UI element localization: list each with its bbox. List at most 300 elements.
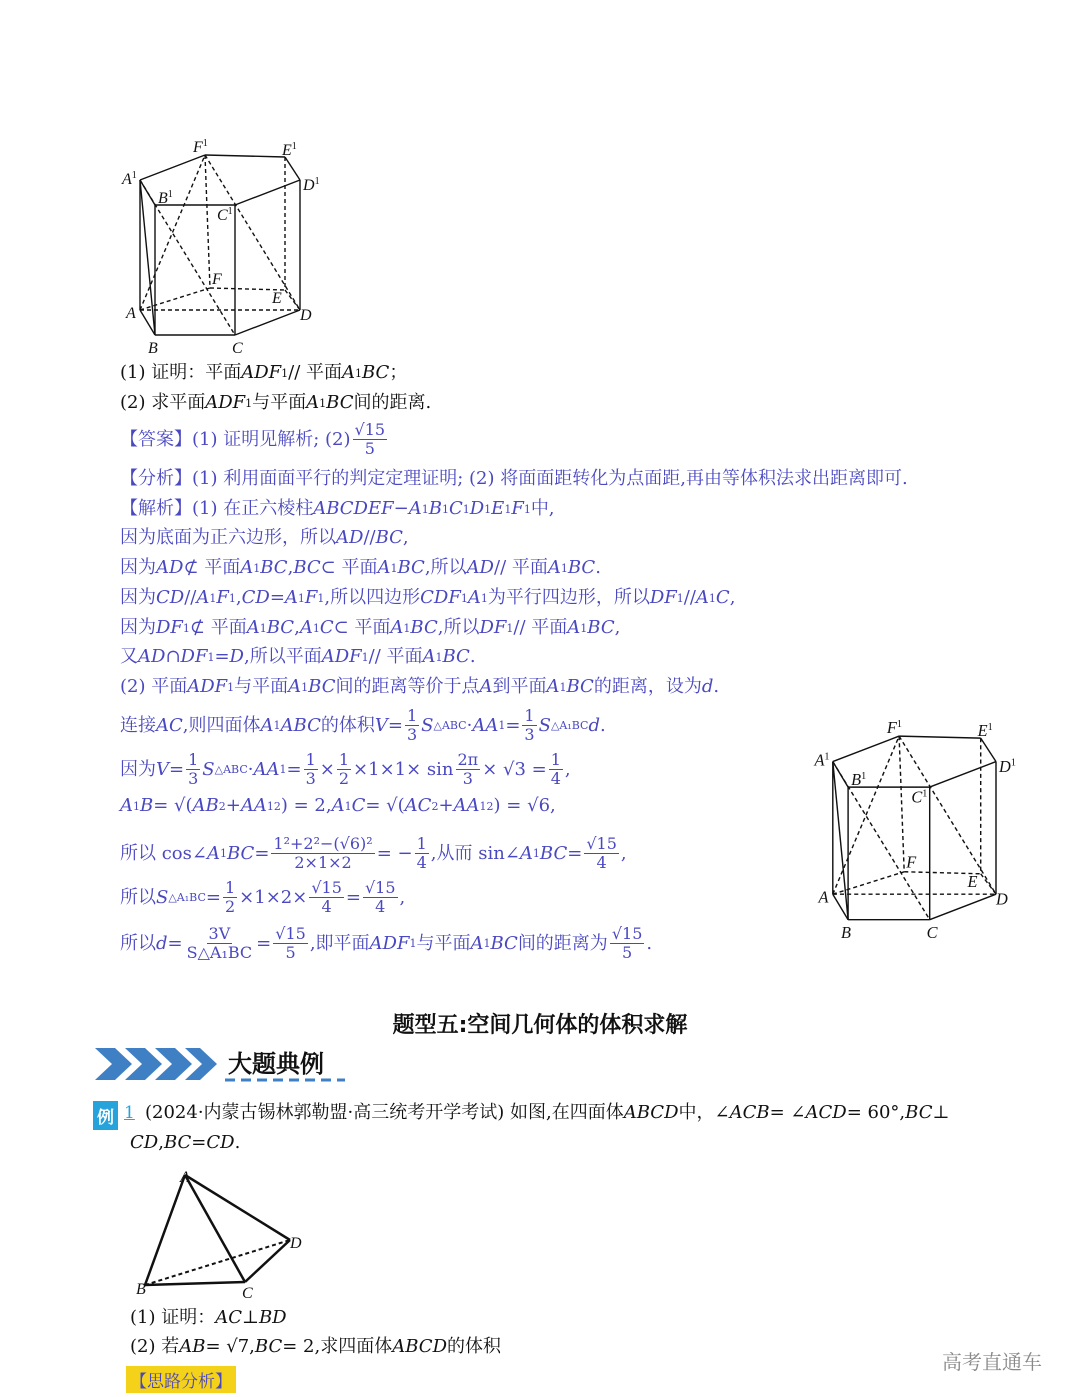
text-run: . <box>595 557 601 578</box>
numerator: √15 <box>586 834 617 853</box>
vertex-label: $A^1$ <box>122 170 137 188</box>
vertex-label: $B^1$ <box>158 189 173 207</box>
denominator: 2×1×2 <box>294 853 352 872</box>
text-run: , <box>158 1132 164 1153</box>
math-var: ADF <box>205 392 246 413</box>
math-var: AC <box>215 1307 242 1328</box>
text-run: = <box>254 842 270 864</box>
text-run: = <box>286 758 302 780</box>
denominator: 3 <box>462 769 473 788</box>
subscript: 1 <box>559 680 567 694</box>
superscript: 2 <box>273 799 281 813</box>
subscript: 1 <box>273 719 281 732</box>
denominator: 3 <box>524 725 535 744</box>
subscript: 1 <box>245 396 253 410</box>
vertex-label: D <box>290 1235 302 1252</box>
math-var: A <box>299 617 313 638</box>
edge-line <box>833 762 848 920</box>
math-var: A <box>547 557 561 578</box>
text-line <box>120 926 652 961</box>
math-var: A <box>546 676 560 697</box>
math-var: A <box>467 587 481 608</box>
text-run: × <box>319 758 335 780</box>
math-var: A <box>408 498 422 519</box>
text-line <box>120 470 908 488</box>
math-var: BC <box>362 362 390 383</box>
text-run: , <box>235 587 242 608</box>
math-var: d <box>701 676 714 697</box>
denominator: 3 <box>188 769 199 788</box>
edge-line <box>899 736 904 872</box>
numerator: √15 <box>311 878 342 897</box>
edge-line <box>145 1282 245 1285</box>
fraction <box>186 752 200 787</box>
math-var: d <box>588 714 601 736</box>
math-var: AB <box>192 795 219 816</box>
text-run: = √7, <box>205 1336 255 1357</box>
vertex-label: $F^1$ <box>193 138 208 156</box>
math-var: A <box>288 676 302 697</box>
math-var: ABCD <box>392 1336 447 1357</box>
text-run: 中, <box>530 498 555 519</box>
vertex-label: A <box>180 1169 190 1186</box>
vertex-label: $E^1$ <box>977 721 993 741</box>
text-run: ,即平面 <box>309 932 370 954</box>
numerator: 1 <box>406 706 418 725</box>
text-run: 因为 <box>120 557 156 578</box>
math-var: A <box>567 617 581 638</box>
denominator: 4 <box>550 769 561 788</box>
text-run: 所以 <box>120 886 156 908</box>
math-var: A <box>470 932 484 954</box>
text-run: 所以 <box>120 932 156 954</box>
denominator: 4 <box>375 897 386 916</box>
fraction <box>522 708 536 743</box>
text-line <box>130 1134 240 1152</box>
text-run: 间的距离为 <box>517 932 608 954</box>
math-var: B <box>140 795 154 816</box>
edge-line <box>235 310 300 335</box>
math-var: S <box>421 714 434 736</box>
math-var: CD <box>241 587 270 608</box>
text-run: 又 <box>120 646 138 667</box>
math-var: BC <box>308 676 336 697</box>
math-var: BC <box>163 1132 192 1153</box>
text-run: = <box>214 646 230 667</box>
text-run: ,所以四边形 <box>324 587 421 608</box>
math-var: AD <box>336 527 364 548</box>
vertex-label: D <box>300 307 312 324</box>
math-var: A <box>306 392 320 413</box>
fraction <box>363 880 398 915</box>
math-var: ACB <box>729 1102 770 1123</box>
text-line <box>130 1309 287 1327</box>
text-run: 【答案】(1) 证明见解析; (2) <box>120 428 351 450</box>
denominator: 2 <box>338 769 350 788</box>
text-line <box>120 559 601 577</box>
text-line <box>120 648 476 666</box>
subscript: 1 <box>403 621 411 635</box>
text-run: // 平面 <box>513 617 568 638</box>
math-var: AD <box>466 557 494 578</box>
subscript: 1 <box>209 591 217 605</box>
text-run: ,则四面体 <box>182 714 261 736</box>
edge-line <box>981 738 996 761</box>
subscript: 1 <box>523 502 531 516</box>
subscript: 1 <box>483 937 491 950</box>
math-var: BC <box>266 617 295 638</box>
text-run: × √3 = <box>482 758 547 780</box>
math-var: BC <box>293 557 321 578</box>
vertex-label: C <box>242 1285 253 1302</box>
math-var: ADF <box>187 676 228 697</box>
subscript: △ABC <box>433 719 467 732</box>
numerator: 1 <box>224 878 236 897</box>
math-var: ABCD <box>623 1102 679 1123</box>
denominator: 5 <box>622 943 633 962</box>
subscript: △ABC <box>214 763 248 776</box>
math-var: BC <box>375 527 403 548</box>
text-run: (2) 平面 <box>120 676 188 697</box>
math-var: BC <box>539 842 568 864</box>
math-var: BC <box>410 617 438 638</box>
text-run: + <box>225 795 241 816</box>
vertex-label: B <box>148 340 158 357</box>
edge-line <box>899 736 981 738</box>
math-var: AB <box>179 1336 206 1357</box>
text-run: 因为 <box>120 587 156 608</box>
text-run: ,所以 <box>424 557 467 578</box>
subscript: 1 <box>409 937 417 950</box>
subscript: 1 <box>421 502 429 516</box>
vertex-label: F <box>212 271 222 288</box>
subscript: 1 <box>462 502 470 516</box>
text-run: // <box>683 587 696 608</box>
fraction <box>584 836 619 871</box>
math-var: A <box>206 842 220 864</box>
text-run: 为平行四边形，所以 <box>487 587 650 608</box>
text-run: 因为 <box>120 617 156 638</box>
text-run: ) = √6, <box>493 795 556 816</box>
superscript: 2 <box>431 799 439 813</box>
text-run: 间的距离. <box>353 392 432 413</box>
vertex-label: E <box>967 872 978 892</box>
edge-line <box>285 157 300 180</box>
edge-line <box>930 762 996 788</box>
text-run: , <box>620 842 627 864</box>
math-var: A <box>246 617 260 638</box>
subscript: 1 <box>319 396 327 410</box>
text-run: = − <box>376 842 413 864</box>
math-var: DF <box>479 617 507 638</box>
subscript: 1 <box>219 847 227 860</box>
text-run: , <box>287 557 294 578</box>
text-run: ) = 2, <box>280 795 332 816</box>
math-var: A <box>260 714 274 736</box>
text-run: , <box>294 617 300 638</box>
numerator: 1 <box>305 750 316 769</box>
example-badge: 例 <box>93 1101 118 1130</box>
math-var: F <box>216 587 229 608</box>
text-run: // 平面 <box>288 362 342 383</box>
text-run: ×1×1× sin <box>353 758 454 780</box>
vertex-label: B <box>136 1281 146 1298</box>
edge-line <box>145 1175 185 1285</box>
text-run: ⊂ 平面 <box>320 557 378 578</box>
math-var: A <box>519 842 533 864</box>
text-run: 【解析】(1) 在正六棱柱 <box>120 498 314 519</box>
hexagonal-prism-figure-2 <box>813 718 1015 942</box>
vertex-label: $B^1$ <box>851 770 867 790</box>
fraction <box>405 708 419 743</box>
text-run: // 平面 <box>368 646 423 667</box>
subscript: 1 <box>228 591 236 605</box>
subscript: 1 <box>498 719 506 732</box>
vertex-label: A <box>126 305 136 322</box>
edge-line <box>205 155 210 288</box>
vertex-label: C <box>926 923 938 943</box>
text-run: = <box>387 714 403 736</box>
text-run: . <box>234 1132 241 1153</box>
hexagonal-prism-figure <box>121 138 320 357</box>
text-run: (1) 证明：平面 <box>120 362 242 383</box>
numerator: 1 <box>188 750 199 769</box>
text-run: = ∠ <box>769 1102 806 1123</box>
math-var: A <box>479 676 493 697</box>
math-var: C <box>448 498 463 519</box>
denominator: 5 <box>364 439 375 458</box>
vertex-label: $C^1$ <box>217 206 233 224</box>
text-run: − <box>393 498 409 519</box>
text-run: = 60°, <box>846 1102 906 1123</box>
math-var: A <box>422 646 436 667</box>
text-run: . <box>469 646 476 667</box>
text-run: 间的距离等价于点 <box>335 676 480 697</box>
edge-line <box>185 1175 245 1282</box>
math-var: S <box>202 758 215 780</box>
vertex-label: D <box>996 889 1008 909</box>
text-run: + <box>438 795 454 816</box>
math-var: DF <box>180 646 208 667</box>
math-var: F <box>511 498 524 519</box>
math-var: C <box>319 617 334 638</box>
edge-line <box>140 180 155 335</box>
text-run: 的体积 <box>447 1336 501 1357</box>
watermark: 高考直通车 <box>942 1350 1042 1374</box>
math-var: C <box>715 587 730 608</box>
math-var: E <box>491 498 505 519</box>
math-var: AD <box>156 557 184 578</box>
denominator: 2 <box>224 897 236 916</box>
subscript: 1 <box>133 799 140 813</box>
text-line <box>120 422 389 457</box>
text-run: ⊂ 平面 <box>333 617 391 638</box>
math-var: AA <box>240 795 267 816</box>
text-run: // <box>363 527 376 548</box>
math-var: C <box>351 795 366 816</box>
text-run: = <box>567 842 583 864</box>
subscript: 1 <box>580 621 588 635</box>
math-var: BC <box>326 392 354 413</box>
math-var: BC <box>260 557 288 578</box>
numerator: 1 <box>524 706 535 725</box>
subscript: 1 <box>479 799 487 813</box>
denominator: 3 <box>406 725 418 744</box>
text-run: 因为 <box>120 758 156 780</box>
math-var: AA <box>253 758 280 780</box>
text-run: = √( <box>365 795 405 816</box>
subscript: 1 <box>484 502 492 516</box>
text-run: 连接 <box>120 714 156 736</box>
math-var: BD <box>258 1307 287 1328</box>
numerator: 1 <box>338 750 350 769</box>
vertex-label: B <box>840 923 851 943</box>
numerator: 1 <box>550 750 561 769</box>
subscript: 1 <box>281 366 289 380</box>
text-line <box>120 364 407 382</box>
subscript: 1 <box>259 621 267 635</box>
subscript: △A₁BC <box>550 719 589 732</box>
edge-line <box>185 1175 290 1240</box>
text-run: , <box>402 527 409 548</box>
math-var: V <box>156 758 169 780</box>
math-var: DF <box>156 617 183 638</box>
edge-line <box>205 155 285 157</box>
subscript: 1 <box>266 799 274 813</box>
math-var: AA <box>453 795 480 816</box>
text-line <box>120 394 431 412</box>
math-var: ABC <box>280 714 321 736</box>
subscript: 1 <box>506 621 514 635</box>
math-var: A <box>342 362 355 383</box>
text-run: (2) 若 <box>130 1336 180 1357</box>
math-var: BC <box>587 617 615 638</box>
text-run: · <box>247 758 254 780</box>
vertex-label: $D^1$ <box>303 176 320 194</box>
math-var: V <box>374 714 388 736</box>
fraction <box>273 926 308 961</box>
edge-line <box>833 736 899 762</box>
math-var: BC <box>566 676 594 697</box>
text-line <box>120 619 620 637</box>
math-var: A <box>196 587 210 608</box>
text-run: 到平面 <box>492 676 547 697</box>
text-run: = 2,求四面体 <box>282 1336 393 1357</box>
math-var: BC <box>567 557 596 578</box>
math-var: A <box>331 795 345 816</box>
math-var: AD <box>138 646 166 667</box>
subscript: 1 <box>480 591 488 605</box>
math-var: BC <box>905 1102 933 1123</box>
text-line <box>120 678 719 696</box>
math-var: A <box>120 795 133 816</box>
text-run: , <box>729 587 736 608</box>
text-line <box>120 752 571 787</box>
text-run: ⊥ <box>932 1102 950 1123</box>
math-var: ACD <box>805 1102 847 1123</box>
fraction <box>610 926 645 961</box>
subscript: 1 <box>227 680 235 694</box>
denominator: S△A₁BC <box>186 943 253 962</box>
fraction <box>185 926 255 961</box>
text-run: . <box>646 932 653 954</box>
text-run: ∩ <box>165 646 181 667</box>
denominator: 4 <box>321 897 332 916</box>
text-run: ,所以 <box>437 617 480 638</box>
text-run: . <box>713 676 720 697</box>
vertex-label: F <box>906 852 917 872</box>
subscript: △A₁BC <box>168 891 206 904</box>
text-run: 因为底面为正六边形，所以 <box>120 527 336 548</box>
math-var: B <box>428 498 442 519</box>
vertex-label: $E^1$ <box>282 141 297 159</box>
vertex-label: $F^1$ <box>886 718 902 738</box>
text-run: ,所以平面 <box>243 646 322 667</box>
math-var: BC <box>442 646 470 667</box>
text-run: = <box>169 758 185 780</box>
text-run: = <box>205 886 221 908</box>
subscript: 1 <box>504 502 512 516</box>
denominator: 3 <box>305 769 316 788</box>
section-title: 题型五:空间几何体的体积求解 <box>392 1013 688 1038</box>
subscript: 1 <box>297 591 305 605</box>
numerator: √15 <box>611 924 643 943</box>
text-line <box>120 589 735 607</box>
subscript: 1 <box>279 763 287 776</box>
math-var: ADF <box>241 362 282 383</box>
text-run: 与平面 <box>234 676 289 697</box>
math-var: AC <box>156 714 183 736</box>
superscript: 2 <box>218 799 226 813</box>
subscript: 1 <box>182 621 190 635</box>
text-run: , <box>614 617 621 638</box>
numerator: 2π <box>457 750 479 769</box>
text-run: = <box>191 1132 207 1153</box>
math-var: AA <box>472 714 499 736</box>
math-var: CD <box>156 587 185 608</box>
denominator: 4 <box>416 853 427 872</box>
denominator: 5 <box>285 943 296 962</box>
example-number: 1 <box>124 1103 135 1123</box>
subscript: 1 <box>435 650 443 664</box>
math-var: ABCDEF <box>313 498 394 519</box>
text-run: ⊄ 平面 <box>189 617 247 638</box>
math-var: d <box>156 932 168 954</box>
fraction <box>337 752 351 787</box>
math-var: ADF <box>321 646 362 667</box>
text-run: ,从而 sin∠ <box>430 842 520 864</box>
text-run: 所以 cos∠ <box>120 842 207 864</box>
math-var: BC <box>254 1336 283 1357</box>
math-var: AC <box>404 795 432 816</box>
text-run: = <box>256 932 272 954</box>
math-var: S <box>538 714 551 736</box>
subscript: 1 <box>317 591 325 605</box>
text-line <box>145 1104 949 1122</box>
math-var: CD <box>130 1132 159 1153</box>
subscript: 1 <box>344 799 352 813</box>
subscript: 1 <box>532 847 540 860</box>
numerator: √15 <box>275 924 306 943</box>
text-line <box>120 529 409 547</box>
fraction <box>304 752 318 787</box>
subscript: 1 <box>708 591 716 605</box>
text-run: = √( <box>153 795 193 816</box>
subscript: 1 <box>312 621 320 635</box>
math-var: A <box>390 617 404 638</box>
text-line <box>130 1338 501 1356</box>
text-run: 与平面 <box>252 392 307 413</box>
